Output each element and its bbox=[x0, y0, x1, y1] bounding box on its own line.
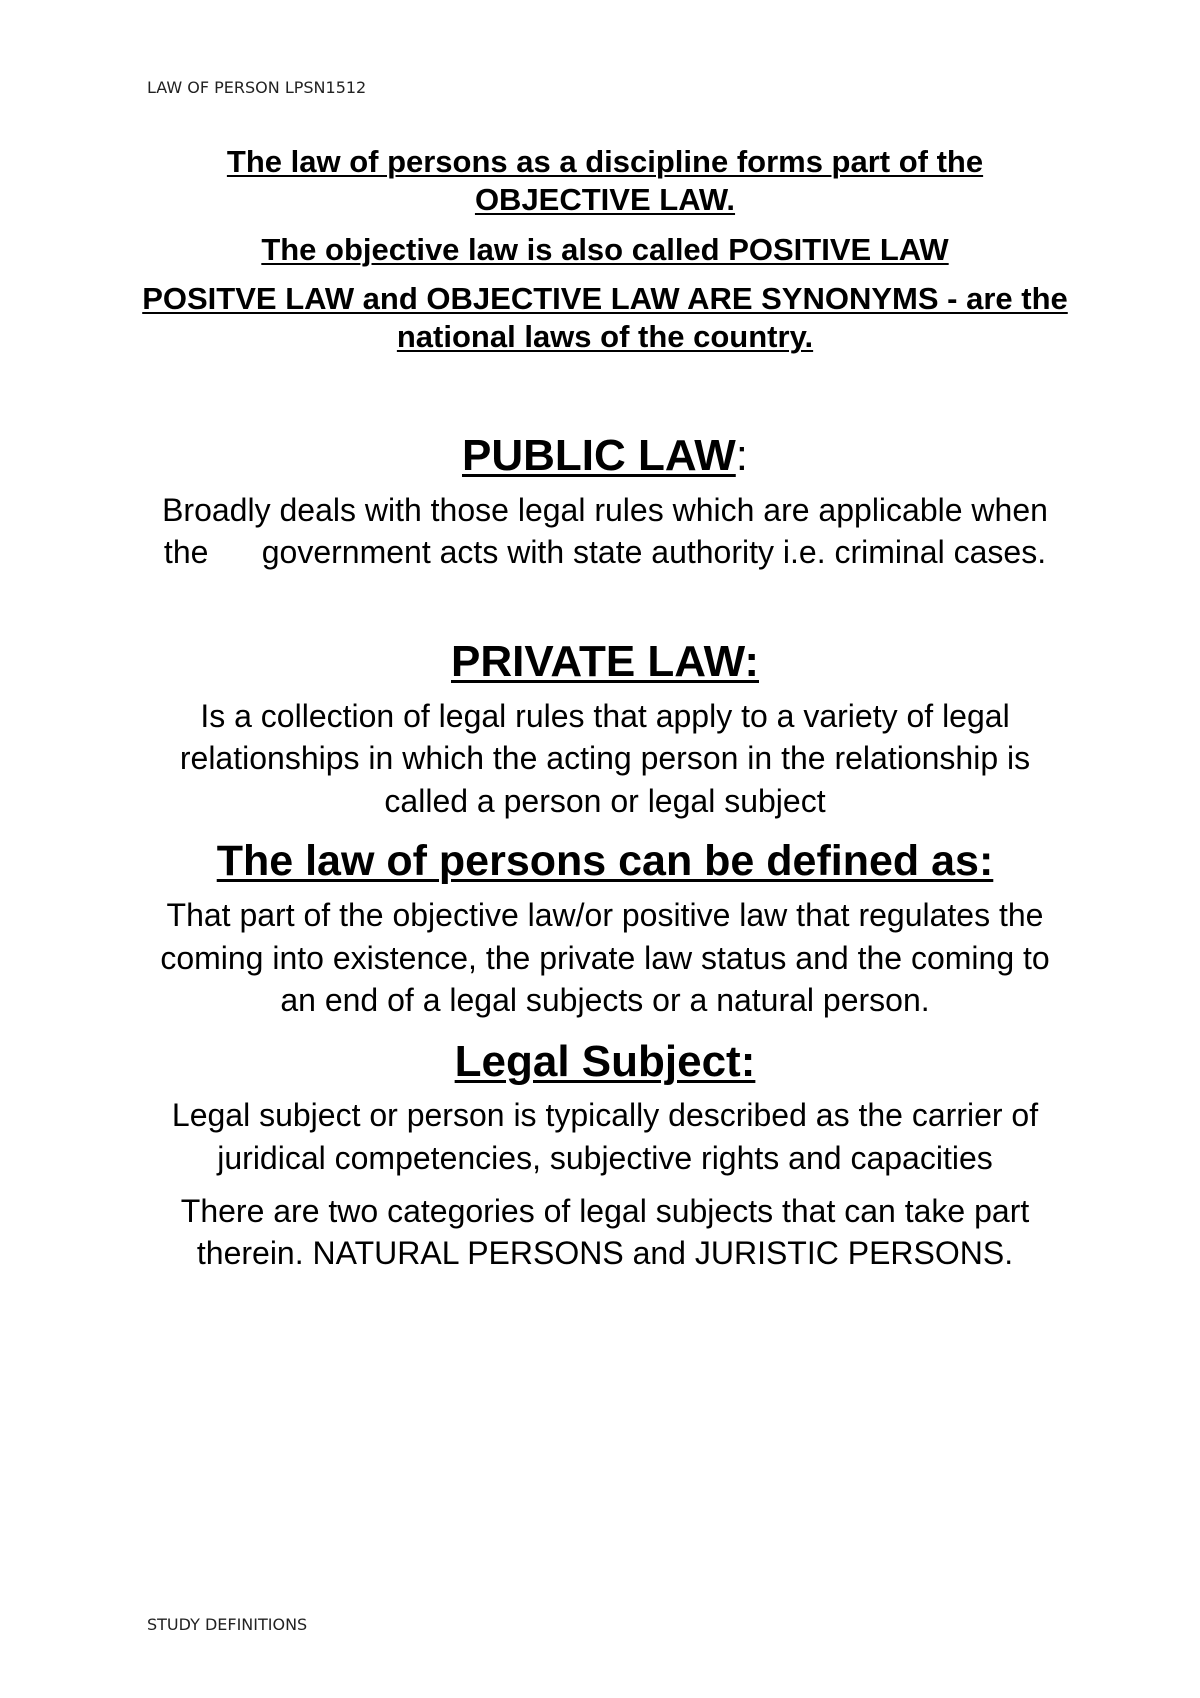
page-footer: STUDY DEFINITIONS bbox=[147, 1615, 308, 1634]
legal-subject-categories: There are two categories of legal subjects that can take part therein. NATURAL PERSONS and JURISTIC PERSONS. bbox=[180, 1192, 1030, 1272]
document-body bbox=[140, 143, 1070, 1275]
page-header: LAW OF PERSON LPSN1512 bbox=[147, 78, 367, 97]
law-of-persons-definition-text: That part of the objective law/or positive law that regulates the coming into existence, the private law status and the coming to an end of a legal subjects or a natural person. bbox=[160, 896, 1050, 1019]
public-law-text-a: Broadly deals with those legal rules which are applicable when the bbox=[162, 491, 1048, 571]
public-law-heading-text: PUBLIC LAW bbox=[462, 431, 736, 481]
intro-line-objective-law: The law of persons as a discipline forms part of the OBJECTIVE LAW. bbox=[226, 144, 984, 217]
law-of-persons-definition-heading: The law of persons can be defined as: bbox=[216, 837, 994, 886]
private-law-heading-text: PRIVATE LAW: bbox=[451, 636, 759, 686]
public-law-heading-colon: : bbox=[735, 431, 748, 481]
private-law-heading bbox=[140, 636, 1070, 689]
public-law-heading bbox=[140, 430, 1070, 483]
legal-subject-definition: Legal subject or person is typically described as the carrier of juridical competencies, subjective rights and capacities bbox=[171, 1097, 1039, 1176]
private-law-definition: Is a collection of legal rules that apply to a variety of legal relationships in which the acting person in the relationship is called a person or legal subject bbox=[179, 697, 1031, 819]
intro-line-positive-law: The objective law is also called POSITIVE LAW bbox=[261, 231, 949, 267]
public-law-definition bbox=[140, 489, 1070, 574]
intro-section bbox=[140, 143, 1070, 356]
public-law-text-b: government acts with state authority i.e. criminal cases. bbox=[261, 534, 1047, 571]
legal-subject-heading-text: Legal Subject: bbox=[454, 1036, 756, 1086]
public-law-text-gap bbox=[208, 534, 261, 570]
legal-subject-heading bbox=[140, 1036, 1070, 1089]
intro-line-synonyms: POSITVE LAW and OBJECTIVE LAW ARE SYNONYMS - are the national laws of the country. bbox=[142, 281, 1068, 355]
